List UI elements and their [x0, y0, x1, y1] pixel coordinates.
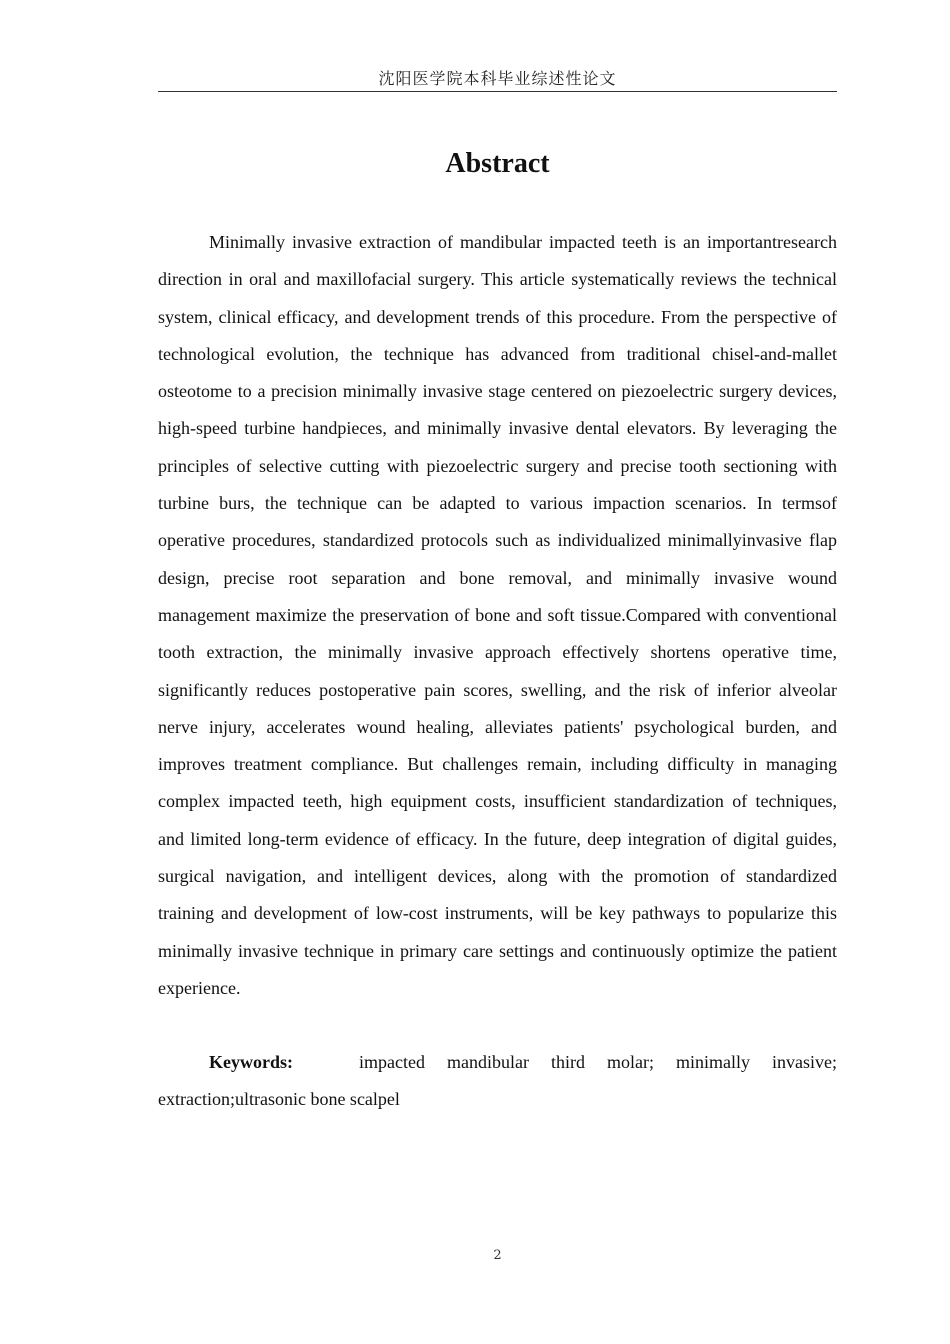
- keywords-paragraph: [158, 1044, 837, 1119]
- page-title: Abstract: [445, 148, 550, 179]
- keywords-text: impacted mandibular third molar; minimally invasive; extraction;ultrasonic bone scalpel: [158, 1052, 837, 1110]
- abstract-body: Minimally invasive extraction of mandibular impacted teeth is an importantresearch direction in oral and maxillofacial surgery. This article systematically reviews the technical system, clinical efficacy, and development trends of this procedure. From the perspective of technological evolution, the technique has advanced from traditional chisel-and-mallet osteotome to a precision minimally invasive stage centered on piezoelectric surgery devices, high-speed turbine handpieces, and minimally invasive dental elevators. By leveraging the principles of selective cutting with piezoelectric surgery and precise tooth sectioning with turbine burs, the technique can be adapted to various impaction scenarios. In termsof operative procedures, standardized protocols such as individualized minimallyinvasive flap design, precise root separation and bone removal, and minimally invasive wound management maximize the preservation of bone and soft tissue.Compared with conventional tooth extraction, the minimally invasive approach effectively shortens operative time, significantly reduces postoperative pain scores, swelling, and the risk of inferior alveolar nerve injury, accelerates wound healing, alleviates patients' psychological burden, and improves treatment compliance. But challenges remain, including difficulty in managing complex impacted teeth, high equipment costs, insufficient standardization of techniques, and limited long-term evidence of efficacy. In the future, deep integration of digital guides, surgical navigation, and intelligent devices, along with the promotion of standardized training and development of low-cost instruments, will be key pathways to popularize this minimally invasive technique in primary care settings and continuously optimize the patient experience.: [158, 232, 837, 998]
- running-header: 沈阳医学院本科毕业综述性论文: [378, 69, 617, 88]
- page-number: 2: [493, 1248, 502, 1263]
- keywords-label: Keywords:: [209, 1052, 293, 1072]
- header-divider: [158, 91, 837, 92]
